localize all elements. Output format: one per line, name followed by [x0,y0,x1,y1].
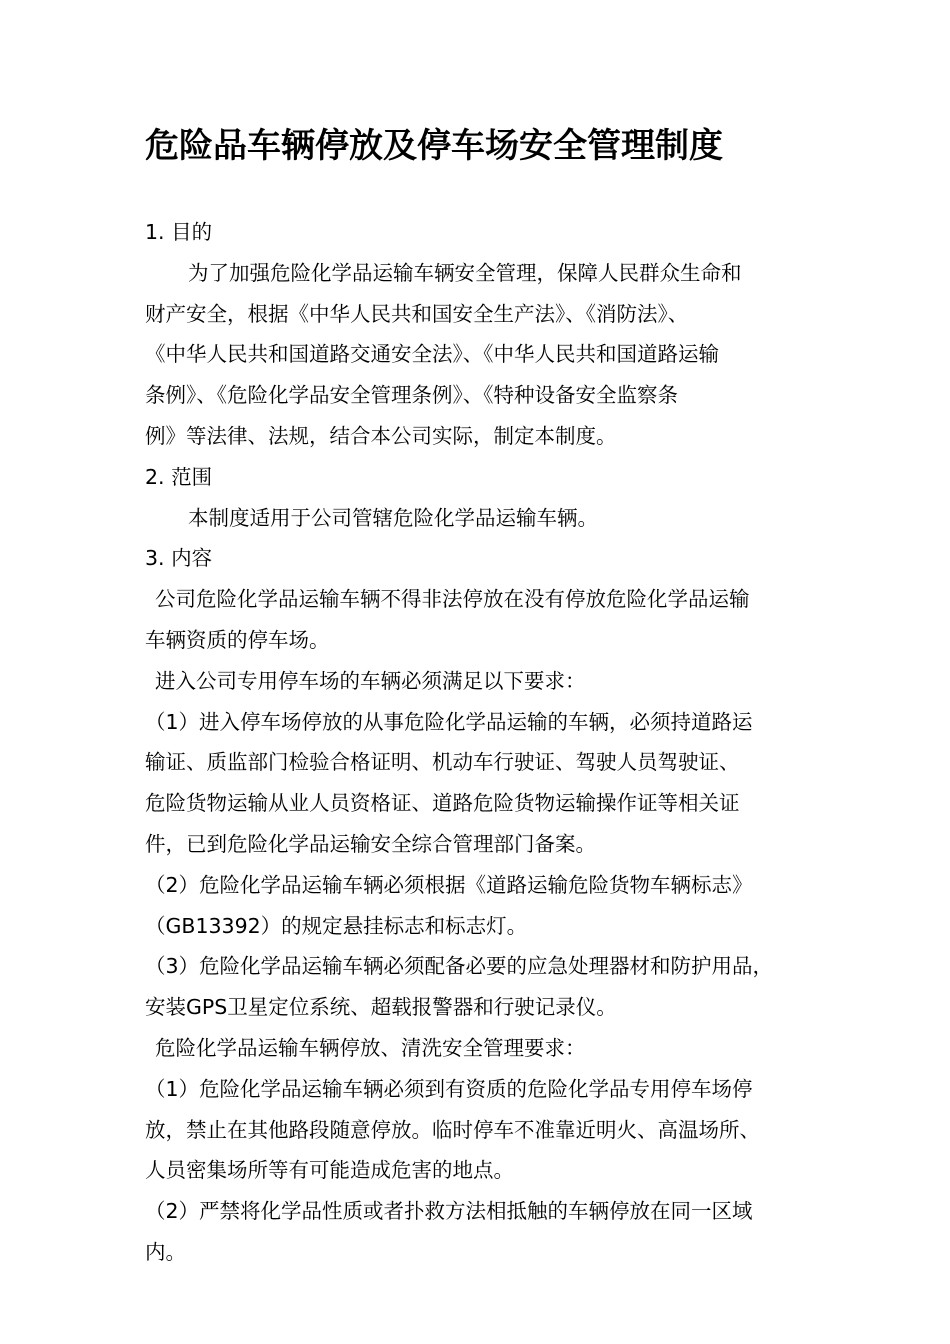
paragraph-line: 车辆资质的停车场。 [145,627,330,652]
document-body [145,212,825,1273]
requirement-line: 安装GPS卫星定位系统、超载报警器和行驶记录仪。 [145,995,617,1020]
requirement-line: （2）危险化学品运输车辆必须根据《道路运输危险货物车辆标志》 [145,872,753,897]
requirement-line: 件，已到危险化学品运输安全综合管理部门备案。 [145,831,596,856]
requirement-line: （1）进入停车场停放的从事危险化学品运输的车辆，必须持道路运 [145,709,753,734]
paragraph-line: 公司危险化学品运输车辆不得非法停放在没有停放危险化学品运输 [155,587,750,612]
requirement-line: （1）危险化学品运输车辆必须到有资质的危险化学品专用停车场停 [145,1076,753,1101]
requirement-line: （2）严禁将化学品性质或者扑救方法相抵触的车辆停放在同一区域 [145,1199,753,1224]
paragraph-line: 《中华人民共和国道路交通安全法》、《中华人民共和国道路运输 [145,342,719,367]
section-heading-scope: 2. 范围 [145,464,213,489]
paragraph-line: 财产安全，根据《中华人民共和国安全生产法》、《消防法》、 [145,301,689,326]
requirement-line: （GB13392）的规定悬挂标志和标志灯。 [145,913,528,938]
paragraph-line: 本制度适用于公司管辖危险化学品运输车辆。 [188,505,598,530]
paragraph-line: 危险化学品运输车辆停放、清洗安全管理要求： [155,1035,586,1060]
requirement-line: （3）危险化学品运输车辆必须配备必要的应急处理器材和防护用品， [145,954,774,979]
document-title: 危险品车辆停放及停车场安全管理制度 [145,126,723,166]
section-heading-purpose: 1. 目的 [145,220,213,244]
paragraph-line: 进入公司专用停车场的车辆必须满足以下要求： [155,668,586,693]
paragraph-line: 条例》、《危险化学品安全管理条例》、《特种设备安全监察条 [145,383,678,408]
requirement-line: 放，禁止在其他路段随意停放。临时停车不准靠近明火、高温场所、 [145,1117,760,1142]
section-heading-content: 3. 内容 [145,546,213,571]
requirement-line: 危险货物运输从业人员资格证、道路危险货物运输操作证等相关证 [145,791,740,816]
paragraph-line: 为了加强危险化学品运输车辆安全管理，保障人民群众生命和 [188,260,742,285]
requirement-line: 内。 [145,1239,186,1264]
paragraph-line: 例》等法律、法规，结合本公司实际，制定本制度。 [145,423,617,448]
requirement-line: 人员密集场所等有可能造成危害的地点。 [145,1158,514,1183]
requirement-line: 输证、质监部门检验合格证明、机动车行驶证、驾驶人员驾驶证、 [145,750,740,775]
